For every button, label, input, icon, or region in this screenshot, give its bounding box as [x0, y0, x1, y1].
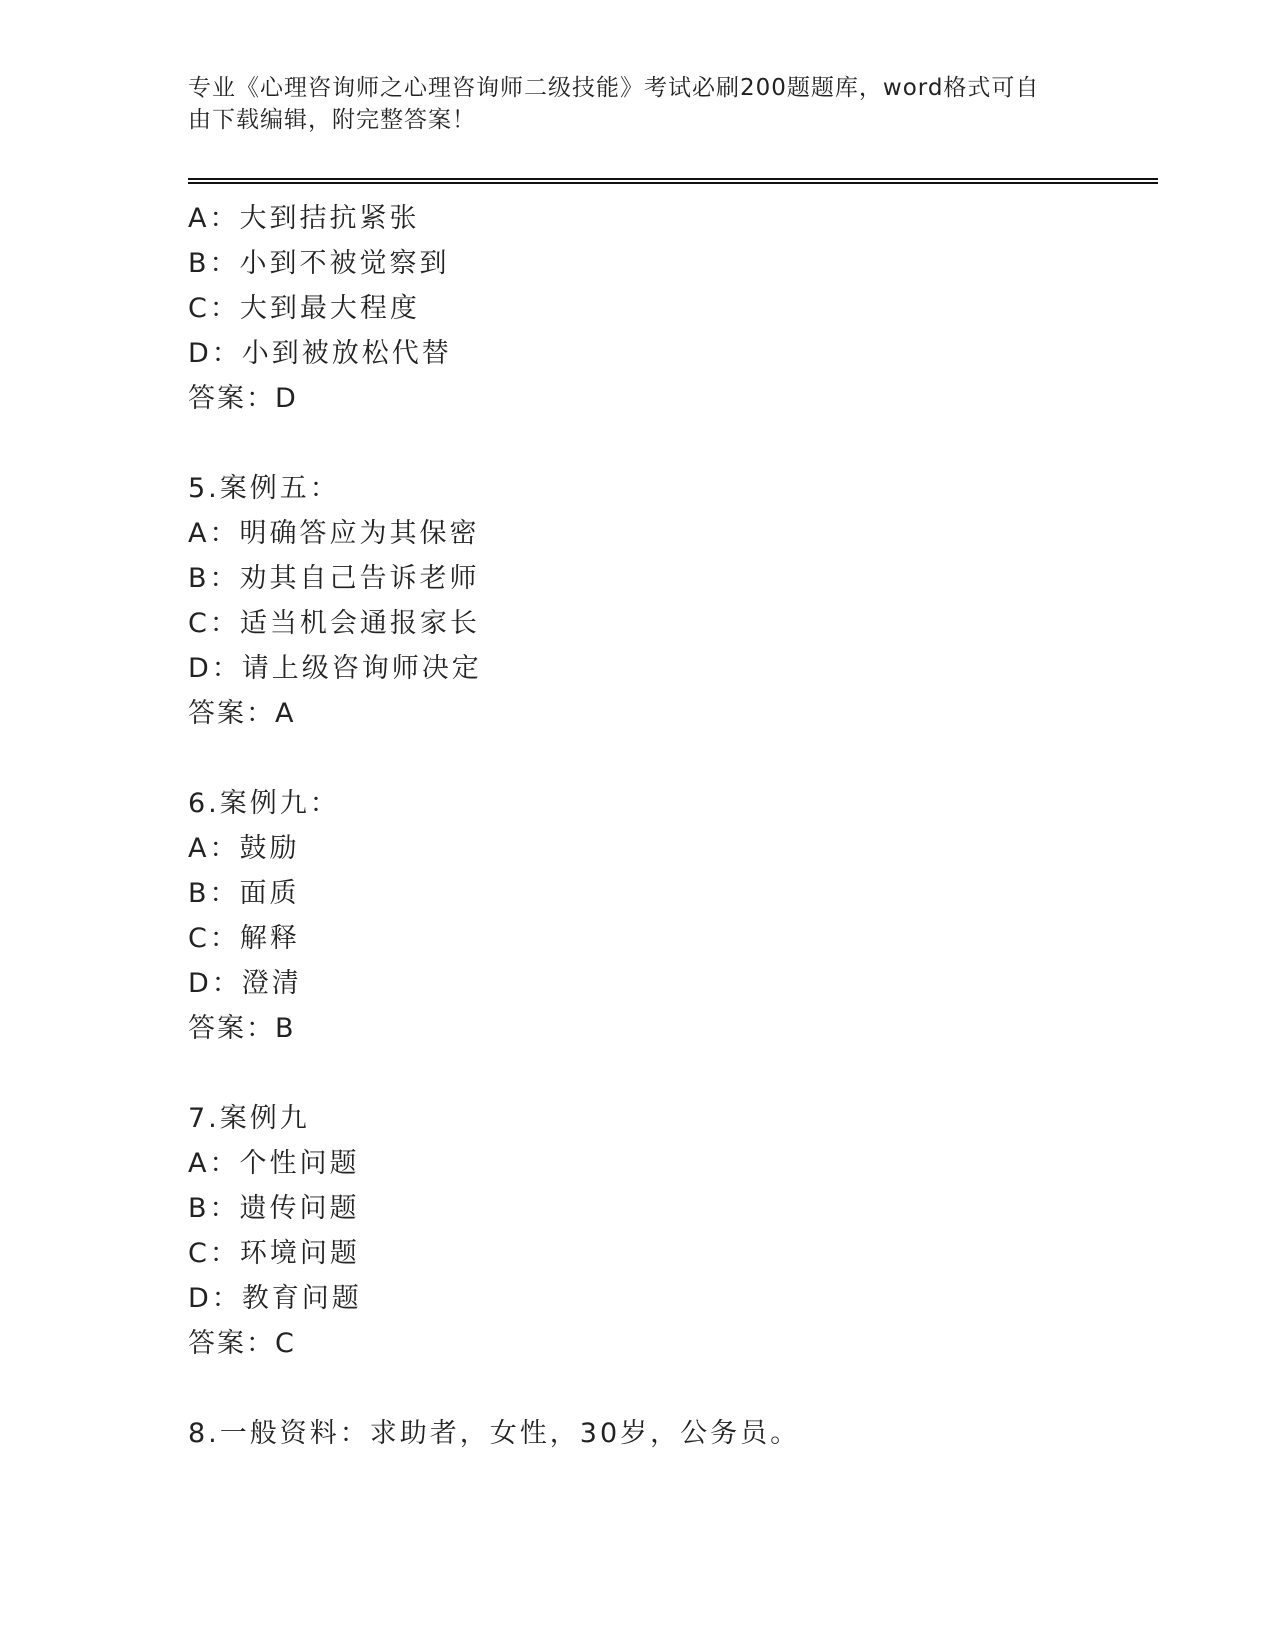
- option-c: C：解释: [188, 923, 300, 954]
- option-b: B：遗传问题: [188, 1193, 360, 1224]
- option-d: D：教育问题: [188, 1283, 362, 1314]
- answer-line: 答案：D: [188, 383, 298, 414]
- option-b: B：劝其自己告诉老师: [188, 563, 480, 594]
- option-a: A：个性问题: [188, 1148, 360, 1179]
- question-stem: 6.案例九：: [188, 788, 340, 819]
- header-divider-top: [188, 178, 1158, 180]
- question-stem: 8.一般资料：求助者，女性，30岁，公务员。: [188, 1418, 801, 1449]
- header-title-line-2: 由下载编辑，附完整答案！: [188, 107, 476, 133]
- document-header: [188, 72, 1088, 136]
- option-d: D：请上级咨询师决定: [188, 653, 482, 684]
- option-c: C：环境问题: [188, 1238, 360, 1269]
- option-a: A：鼓励: [188, 833, 300, 864]
- option-a: A：明确答应为其保密: [188, 518, 480, 549]
- header-title-line-1: 专业《心理咨询师之心理咨询师二级技能》考试必刷200题题库，word格式可自: [188, 75, 1040, 101]
- option-c: C：适当机会通报家长: [188, 608, 480, 639]
- option-c: C：大到最大程度: [188, 293, 420, 324]
- option-d: D：澄清: [188, 968, 302, 999]
- question-stem: 5.案例五：: [188, 473, 340, 504]
- option-b: B：小到不被觉察到: [188, 248, 450, 279]
- question-stem: 7.案例九: [188, 1103, 310, 1134]
- answer-line: 答案：A: [188, 698, 296, 729]
- header-divider-bottom: [188, 182, 1158, 184]
- answer-line: 答案：C: [188, 1328, 296, 1359]
- option-a: A：大到拮抗紧张: [188, 203, 420, 234]
- answer-line: 答案：B: [188, 1013, 296, 1044]
- option-b: B：面质: [188, 878, 300, 909]
- option-d: D：小到被放松代替: [188, 338, 452, 369]
